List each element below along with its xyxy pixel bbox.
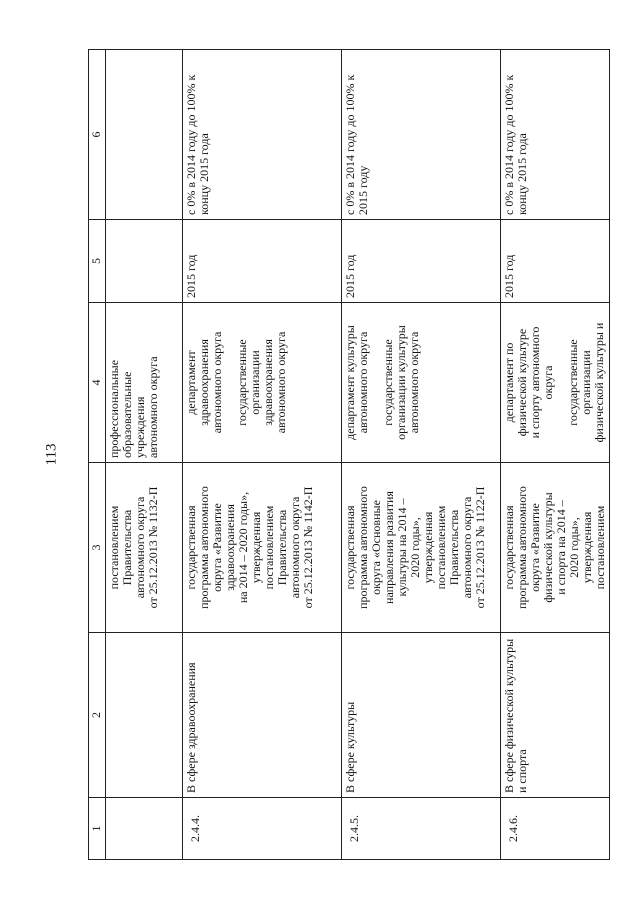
cell-term [106, 220, 183, 303]
cell-sphere [106, 633, 183, 798]
cell-term: 2015 год [342, 220, 501, 303]
cell-indicator [106, 50, 183, 220]
cell-indicator: с 0% в 2014 году до 100% к концу 2015 года [183, 50, 342, 220]
column-header-4: 4 [89, 303, 106, 463]
column-header-3: 3 [89, 463, 106, 633]
rotated-table-sheet [88, 50, 607, 860]
table-row-2-4-5 [342, 50, 501, 860]
column-header-6: 6 [89, 50, 106, 220]
cell-num: 2.4.5. [342, 798, 501, 860]
cell-num: 2.4.6. [501, 798, 610, 860]
cell-sphere: В сфере физической культуры и спорта [501, 633, 610, 798]
cell-executor: департамент здравоохранения автономного округа государственные организации здравоохранения автономного округа [183, 303, 342, 463]
page-number: 113 [43, 443, 60, 466]
cell-program: государственная программа автономного округа «Развитие здравоохранения на 2014 – 2020 годы», утвержденная постановлением Правительства автономного округа от 25.12.2013 № 1142-П [183, 463, 342, 633]
cell-program: постановлением Правительства автономного округа от 25.12.2013 № 1132-П [106, 463, 183, 633]
column-header-2: 2 [89, 633, 106, 798]
cell-executor: департамент по физической культуре и спорту автономного округа государственные организации физической культуры и [501, 303, 610, 463]
cell-term: 2015 год [501, 220, 610, 303]
column-header-1: 1 [89, 798, 106, 860]
rotated-table-frame [88, 50, 607, 860]
cell-num [106, 798, 183, 860]
cell-sphere: В сфере культуры [342, 633, 501, 798]
column-header-5: 5 [89, 220, 106, 303]
table-row-2-4-6 [501, 50, 610, 860]
header-row [89, 50, 106, 860]
cell-term: 2015 год [183, 220, 342, 303]
cell-executor: профессиональные образовательные учреждения автономного округа [106, 303, 183, 463]
cell-program: государственная программа автономного округа «Развитие физической культуры и спорта на 2014 – 2020 годы», утвержденная постановлением [501, 463, 610, 633]
cell-sphere: В сфере здравоохранения [183, 633, 342, 798]
cell-indicator: с 0% в 2014 году до 100% к концу 2015 года [501, 50, 610, 220]
cell-executor: департамент культуры автономного округа государственные организации культуры автономного округа [342, 303, 501, 463]
cell-program: государственная программа автономного округа «Основные направления развития культуры на 2014 – 2020 годы», утвержденная постановлением Правительства автономного округа от 25.12.2013 № 1122-П [342, 463, 501, 633]
table-row-2-4-4 [183, 50, 342, 860]
cell-num: 2.4.4. [183, 798, 342, 860]
cell-indicator: с 0% в 2014 году до 100% к 2015 году [342, 50, 501, 220]
measures-table [88, 49, 610, 860]
table-row-continuation [106, 50, 183, 860]
